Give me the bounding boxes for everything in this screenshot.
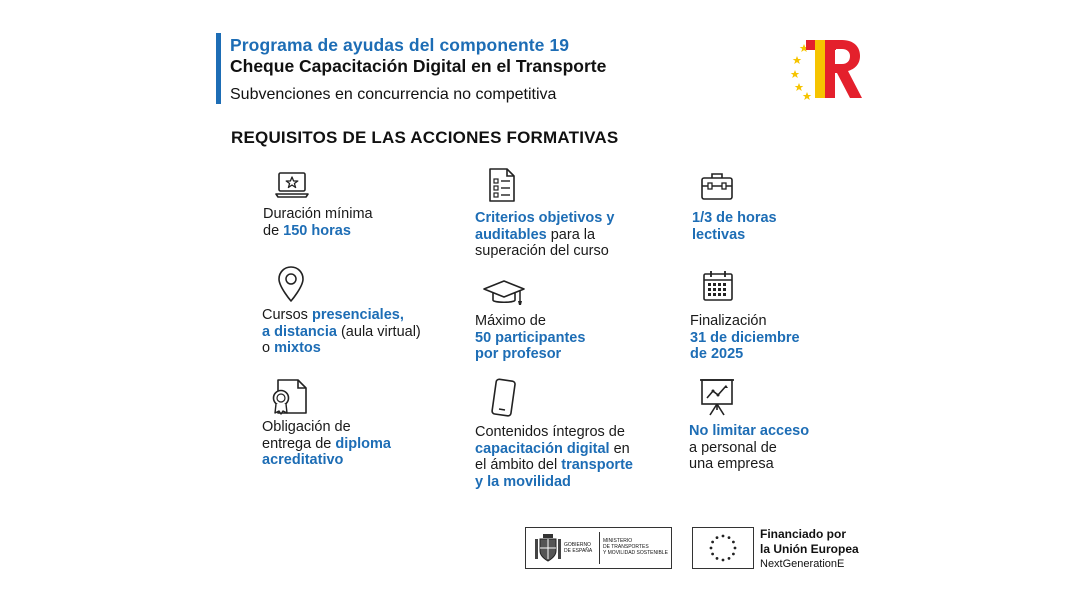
briefcase-icon	[700, 171, 734, 201]
eu-funded-line2: la Unión Europea	[760, 542, 859, 556]
logo-stars-icon	[791, 44, 812, 100]
item-maximo: Máximo de 50 participantes por profesor	[475, 313, 586, 362]
coat-of-arms-icon	[534, 533, 562, 563]
header-accent-bar	[216, 33, 221, 104]
item-cursos: Cursos presenciales, a distancia (aula virtual) o mixtos	[262, 307, 421, 356]
item-acceso: No limitar acceso a personal de una empresa	[689, 423, 810, 472]
eu-funded-line1: Financiado por	[760, 527, 847, 541]
gov-right-line2: DE TRANSPORTES	[603, 544, 649, 550]
program-subtitle: Cheque Capacitación Digital en el Transporte	[230, 56, 607, 76]
program-tagline: Subvenciones en concurrencia no competitiva	[230, 86, 557, 103]
section-title: REQUISITOS DE LAS ACCIONES FORMATIVAS	[231, 128, 619, 147]
laptop-star-icon	[275, 171, 309, 199]
gov-right-line3: Y MOVILIDAD SOSTENIBLE	[603, 550, 668, 556]
item-obligacion: Obligación de entrega de diploma acreditativo	[262, 419, 391, 468]
item-duracion: Duración mínima de 150 horas	[263, 206, 373, 239]
presentation-board-icon	[698, 377, 736, 417]
smartphone-icon	[488, 378, 518, 418]
program-title: Programa de ayudas del componente 19	[230, 35, 570, 55]
graduation-cap-icon	[482, 279, 526, 307]
item-criterios: Criterios objetivos y auditables para la superación del curso	[475, 210, 615, 259]
gov-left-line1: GOBIERNO	[564, 542, 591, 548]
item-finalizacion: Finalización 31 de diciembre de 2025	[690, 313, 800, 362]
calendar-icon	[702, 270, 734, 302]
gobierno-espana-logo	[525, 527, 672, 569]
item-horas: 1/3 de horas lectivas	[692, 210, 777, 243]
gov-left-line2: DE ESPAÑA	[564, 548, 593, 554]
eu-funded-line3: NextGenerationE	[760, 558, 845, 570]
item-contenidos: Contenidos íntegros de capacitación digital en el ámbito del transporte y la movilidad	[475, 424, 633, 490]
gov-right-line1: MINISTERIO	[603, 538, 633, 544]
eu-flag-logo	[692, 527, 754, 569]
eu-stars-icon	[707, 532, 739, 564]
location-pin-icon	[276, 265, 306, 303]
gov-divider	[599, 532, 600, 564]
checklist-document-icon	[487, 167, 517, 203]
certificate-icon	[270, 376, 310, 416]
tr-logo	[788, 36, 868, 102]
